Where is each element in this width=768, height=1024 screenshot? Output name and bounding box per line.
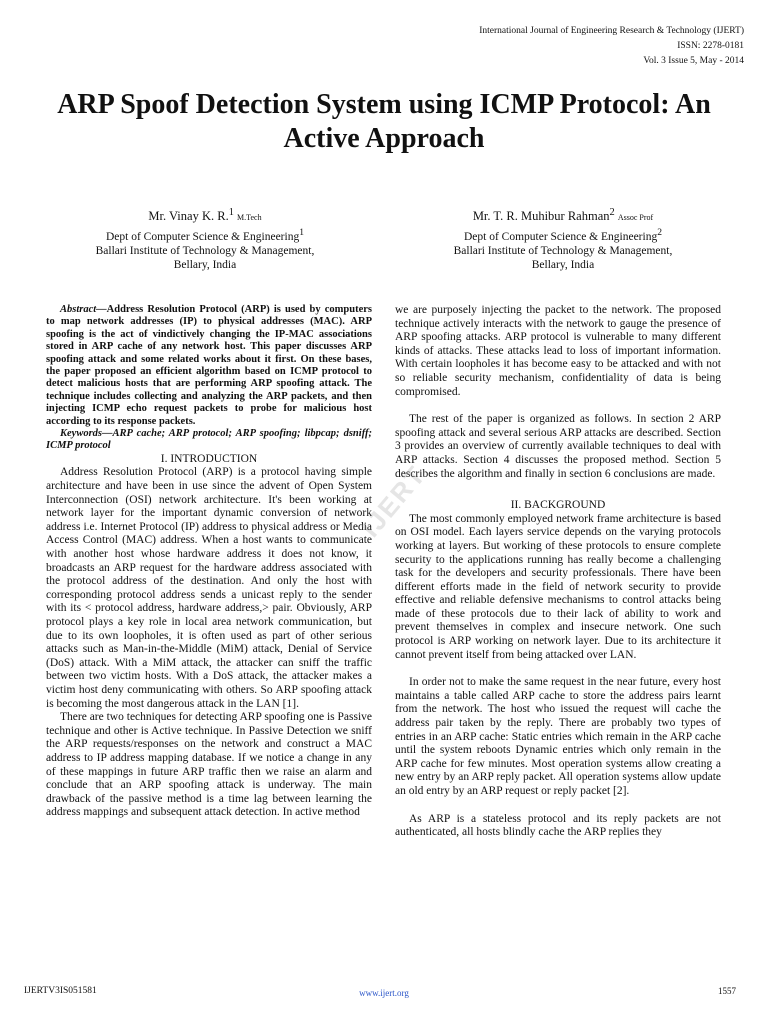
footer-url-link[interactable]: www.ijert.org	[359, 988, 409, 998]
author-2-dept-sup: 2	[657, 227, 662, 239]
background-paragraph-3: As ARP is a stateless protocol and its reply packets are not authenticated, all hosts blindly cache the ARP replies they	[395, 812, 721, 839]
author-1-designation: M.Tech	[237, 213, 262, 223]
author-2-location: Bellary, India	[531, 258, 595, 271]
author-1-sup: 1	[228, 207, 234, 218]
author-2-dept: Dept of Computer Science & Engineering	[463, 230, 658, 243]
watermark: IJERT	[355, 459, 432, 543]
author-1-institute: Ballari Institute of Technology & Management,	[95, 244, 315, 257]
journal-volume: Vol. 3 Issue 5, May - 2014	[643, 56, 744, 66]
author-2-name: Mr. T. R. Muhibur Rahman	[472, 209, 610, 224]
author-1-name: Mr. Vinay K. R.	[148, 209, 229, 224]
paper-title: ARP Spoof Detection System using ICMP Protocol: An Active Approach	[57, 89, 711, 154]
intro-paragraph-3: we are purposely injecting the packet to the network. The proposed technique actively interacts with the network to gauge the presence of ARP spoofing attacks. ARP protocol is vulnerable to many different kinds of attacks. These attacks lead to loss of important information. With certain loopholes it has become easy to be attacked and with not so reliable security mechanism, confidentiality of data is being compromised.	[395, 304, 721, 398]
journal-name: International Journal of Engineering Research & Technology (IJERT)	[479, 26, 744, 36]
footer-page-number: 1557	[718, 986, 736, 996]
abstract	[46, 304, 372, 428]
abstract-text: Address Resolution Protocol (ARP) is used by computers to map network addresses (IP) to physical addresses (MAC). ARP spoofing is the act of vindictively changing the IP-MAC associations stored in ARP cache of any network host. This paper discusses ARP spoofing attack and some related works about it first. On these bases, the paper proposed an efficient algorithm based on ICMP protocol to detect malicious hosts that are performing ARP spoofing attack. The technique includes collecting and analyzing the ARP packets, and then injecting ICMP echo request packets to probe for malicious host according to its response packets.	[46, 304, 372, 427]
keywords: Keywords—ARP cache; ARP protocol; ARP spoofing; libpcap; dsniff; ICMP protocol	[46, 428, 372, 452]
author-2-block	[413, 205, 713, 272]
right-column	[395, 304, 721, 840]
journal-header	[479, 24, 744, 69]
intro-paragraph-1: Address Resolution Protocol (ARP) is a protocol having simple architecture and have been in use since the advent of Open System Interconnection (OSI) network architecture. It's been working at network layer for the important dynamic conversion of network address i.e. Internet Protocol (IP) address to physical address or Media Access Control (MAC) address. When a host wants to communicate with another host whose hardware address it does not know, it broadcasts an ARP request for the hardware address associated with the protocol address of the destination. And only the host with corresponding protocol address sends a unicast reply to the sender with its < protocol address, hardware address,> pair. Obviously, ARP protocol plays a key role in local area network communication, but due to its own loopholes, it is often used as part of other serious attacks such as Man-in-the-Middle (MiM) attack, Denial of Service (DoS) attack. With a MiM attack, the attacker can sniff the traffic between two victim hosts. With a DoS attack, the attacker makes a victim host deny communicating with others. So ARP spoofing attack is becoming the most dangerous attack in the LAN [1].	[46, 466, 372, 710]
footer-paper-id: IJERTV3IS051581	[24, 986, 97, 996]
intro-paragraph-2: There are two techniques for detecting ARP spoofing one is Passive technique and other is Active technique. In Passive Detection we sniff the ARP requests/responses on the network and construct a MAC address to IP address mapping database. If we notice a change in any of these mappings in future ARP traffic then we raise an alarm and conclude that an ARP spoofing attack is underway. The main drawback of the passive method is a time lag between learning the address mappings and subsequent attack detection. In active method	[46, 711, 372, 819]
author-2-sup: 2	[609, 207, 615, 218]
section-heading-introduction: I. INTRODUCTION	[160, 452, 258, 465]
author-2-institute: Ballari Institute of Technology & Management,	[453, 244, 673, 257]
author-1-location: Bellary, India	[173, 258, 237, 271]
author-1-dept: Dept of Computer Science & Engineering	[105, 230, 300, 243]
left-column	[46, 304, 372, 820]
author-1-block	[55, 205, 355, 272]
author-1-dept-sup: 1	[299, 227, 304, 239]
author-2-designation: Assoc Prof	[617, 213, 654, 223]
journal-issn: ISSN: 2278-0181	[677, 41, 744, 51]
background-paragraph-2: In order not to make the same request in the near future, every host maintains a table called ARP cache to store the address pairs learnt from the network. The host who issued the request will cache the address pair taken by the reply. There are probably two types of entries in an ARP cache: Static entries which remain in the ARP cache until the system reboots Dynamic entries which only remain in the ARP cache for few minutes. Most operation systems allow creating a new entry by an ARP reply packet. All operation systems allow update an old entry by an ARP request or reply packet [2].	[395, 676, 721, 797]
background-paragraph-1: The most commonly employed network frame architecture is based on OSI model. Each layers service depends on the varying protocols working at layers. But working of these protocols to ensure complete security to the applications running has really become a challenging task for the developers and security professionals. There have been different efforts made in the field of network security to provide effective and reliable defensive mechanisms to control attacks being made of these protocols due to their lack of ability to work and prevent themselves in complex and insecure network. One such protocol is ARP working on network layer. Due to its architecture it cannot prevent itself from being attacked over LAN.	[395, 512, 721, 661]
section-heading-background: II. BACKGROUND	[510, 499, 606, 512]
abstract-label: Abstract—	[60, 304, 107, 315]
intro-paragraph-4: The rest of the paper is organized as follows. In section 2 ARP spoofing attack and several serious ARP attacks are described. Section 3 provides an overview of currently available techniques to deal with ARP attacks. Section 4 discusses the proposed method. Section 5 describes the algorithm and finally in section 6 conclusions are made.	[395, 413, 721, 480]
